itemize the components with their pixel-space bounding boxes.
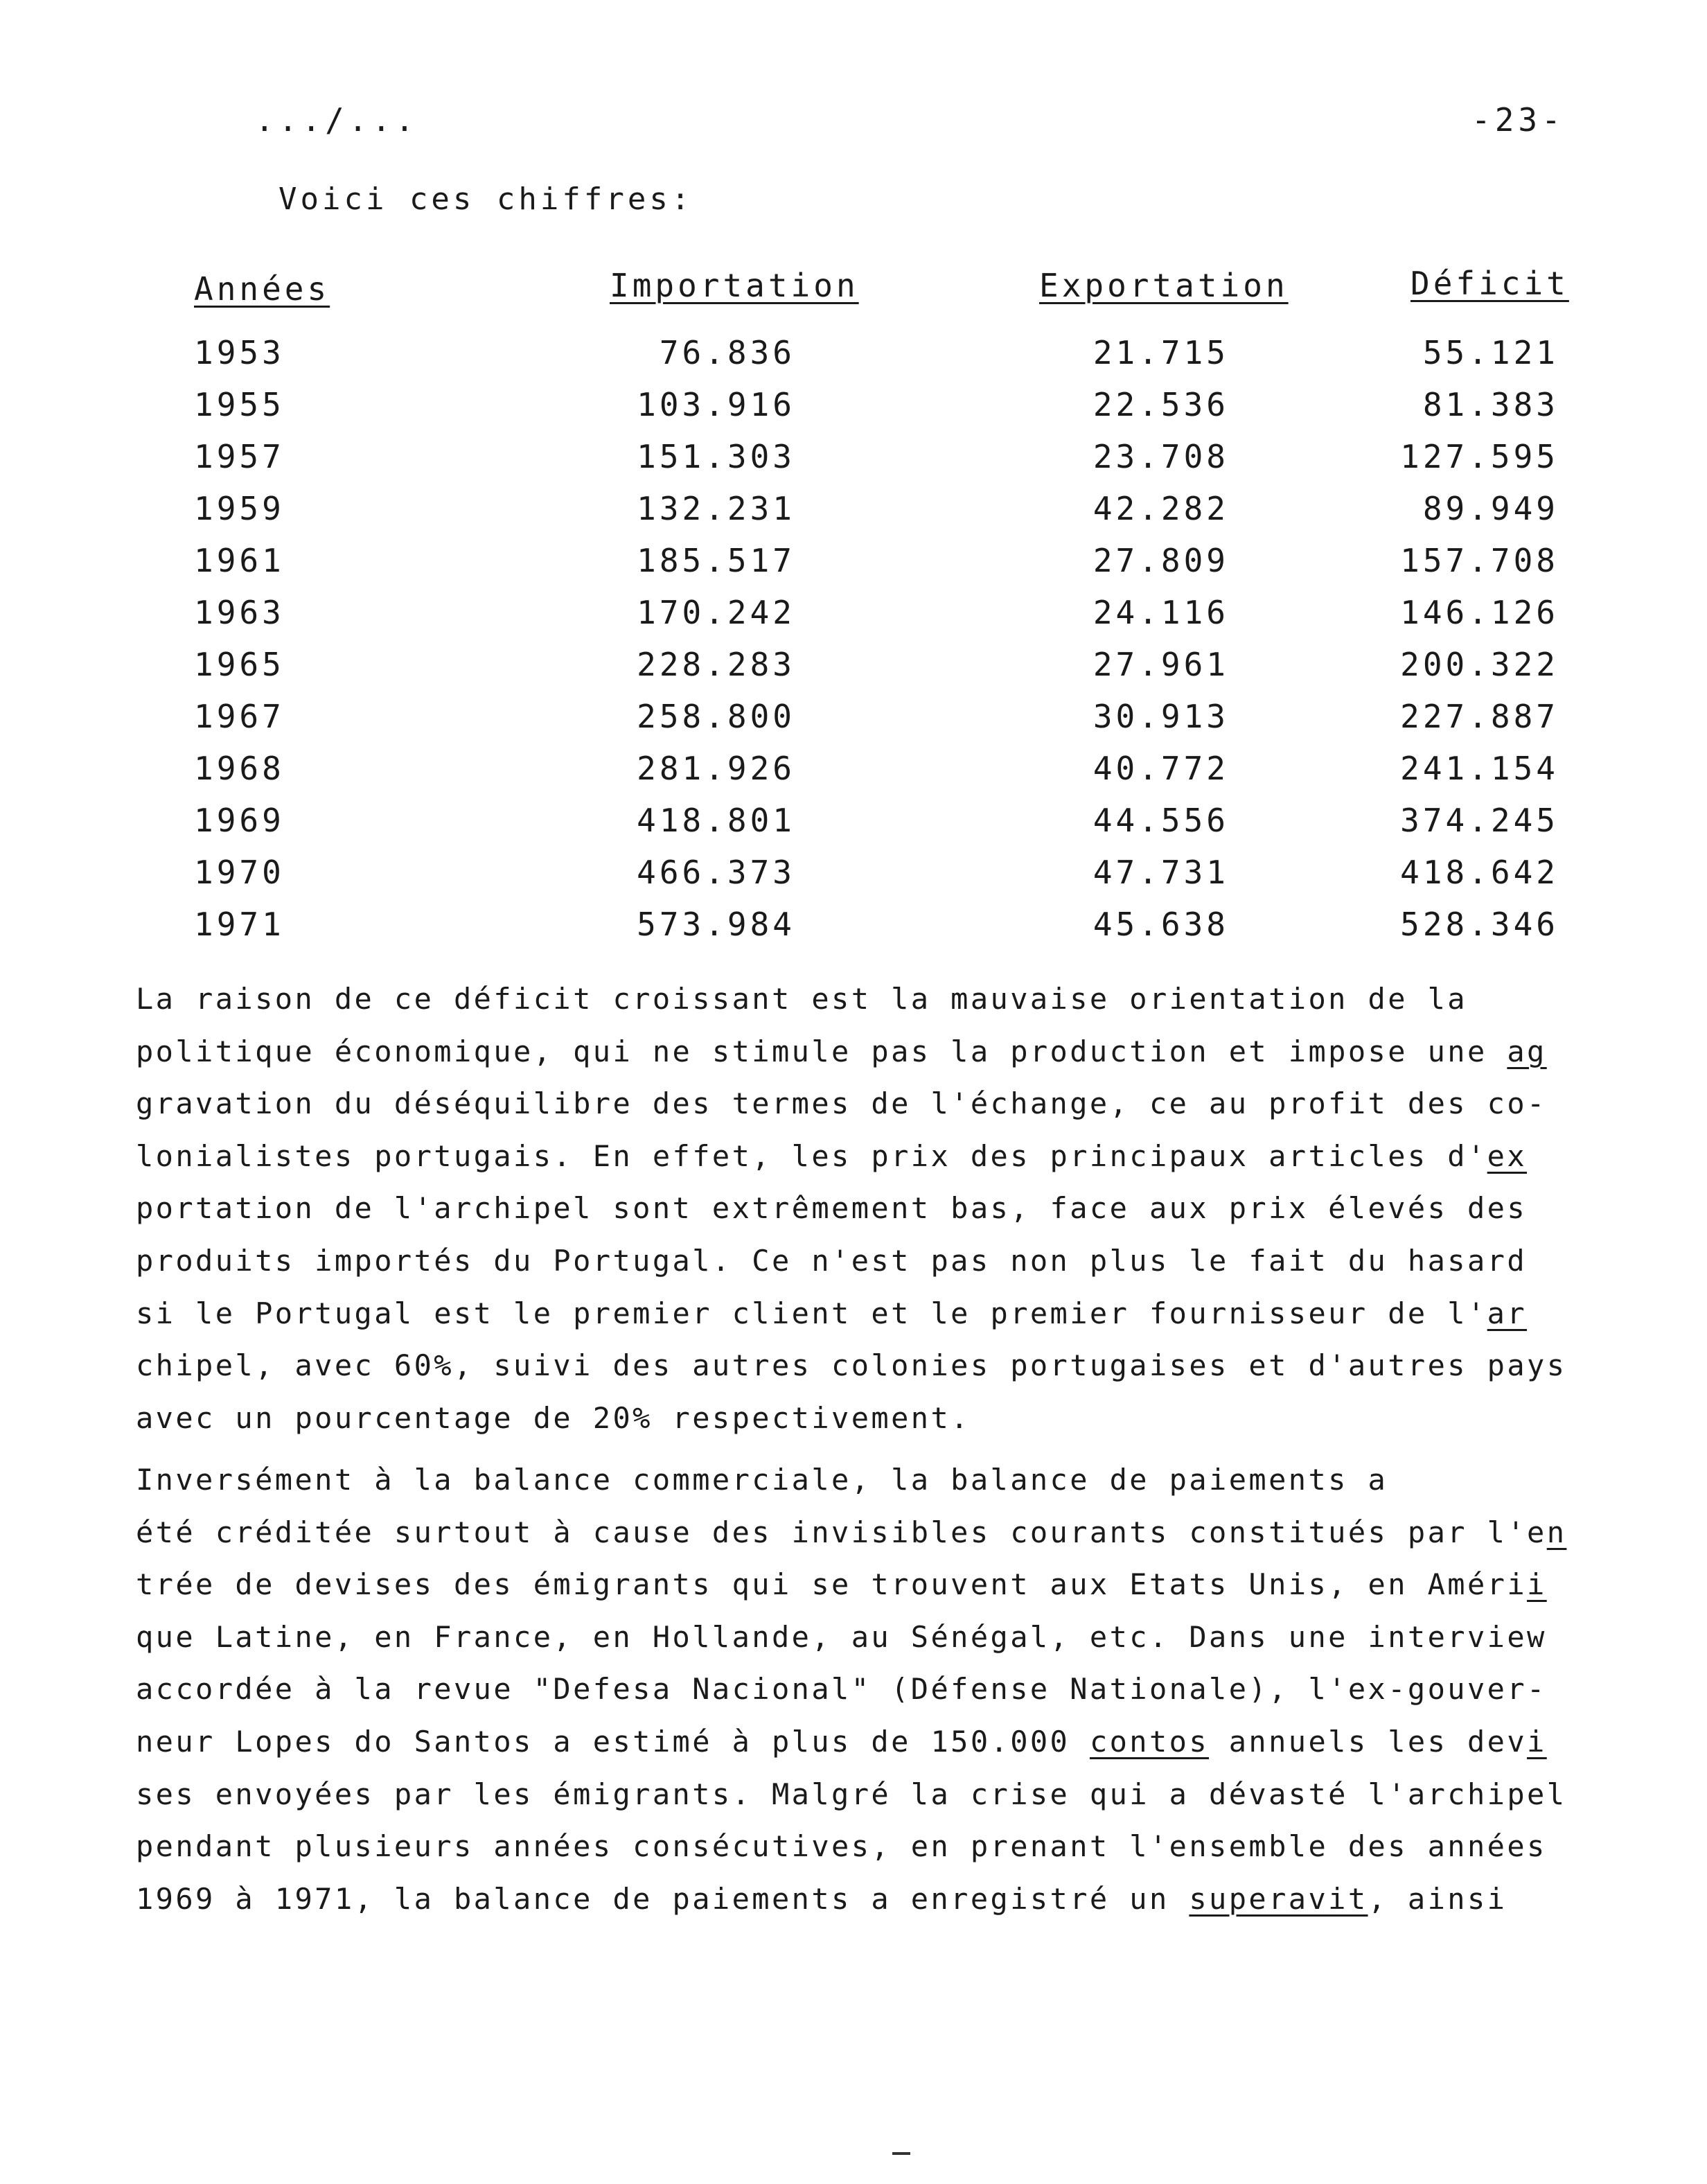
cell-export: 40.772 [1093,750,1229,787]
underlined-term-contos: contos [1089,1724,1210,1759]
cell-import: 466.373 [637,854,795,891]
cell-export: 21.715 [1093,334,1229,371]
text-line: Inversément à la balance commerciale, la balance de paiements a [136,1463,1388,1497]
text-line: été créditée surtout à cause des invisibles courants constitués par l'en [136,1515,1567,1549]
cell-import: 573.984 [637,906,795,943]
text-line: neur Lopes do Santos a estimé à plus de 150.000 contos annuels les devi [136,1724,1547,1759]
header-deficit: Déficit [1410,265,1569,302]
text-line: La raison de ce déficit croissant est la mauvaise orientation de la [136,982,1467,1016]
cell-export: 22.536 [1093,386,1229,423]
cell-deficit: 146.126 [1400,594,1559,631]
text-line: pendant plusieurs années consécutives, en prenant l'ensemble des années [136,1829,1547,1864]
underlined-hyphenation: ag [1507,1034,1547,1068]
cell-year: 1971 [194,906,285,943]
intro-text: Voici ces chiffres: [278,182,693,217]
text-line: 1969 à 1971, la balance de paiements a enregistré un superavit, ainsi [136,1881,1507,1916]
cell-import: 151.303 [637,438,795,475]
cell-deficit: 81.383 [1422,386,1559,423]
cell-deficit: 528.346 [1400,906,1559,943]
cell-deficit: 55.121 [1422,334,1559,371]
cell-export: 23.708 [1093,438,1229,475]
cell-export: 24.116 [1093,594,1229,631]
cell-export: 30.913 [1093,698,1229,735]
cell-deficit: 374.245 [1400,802,1559,839]
cell-export: 27.961 [1093,646,1229,683]
page-number: -23- [1471,101,1565,139]
cell-import: 103.916 [637,386,795,423]
paragraph-balance-of-payments [136,1454,1701,1925]
cell-import: 281.926 [637,750,795,787]
text-line: chipel, avec 60%, suivi des autres colonies portugaises et d'autres pays [136,1348,1567,1383]
text-line: produits importés du Portugal. Ce n'est pas non plus le fait du hasard [136,1243,1528,1278]
underlined-hyphenation: i [1527,1567,1547,1602]
cell-export: 42.282 [1093,490,1229,527]
cell-deficit: 418.642 [1400,854,1559,891]
header-import: Importation [610,267,859,304]
text-line: ses envoyées par les émigrants. Malgré la crise qui a dévasté l'archipel [136,1777,1567,1811]
cell-year: 1965 [194,646,285,683]
footer-mark [892,2152,910,2155]
cell-export: 27.809 [1093,542,1229,579]
cell-year: 1953 [194,334,285,371]
cell-deficit: 241.154 [1400,750,1559,787]
header-years: Années [194,270,330,308]
cell-import: 418.801 [637,802,795,839]
text-line: que Latine, en France, en Hollande, au Sénégal, etc. Dans une interview [136,1619,1547,1654]
text-line: politique économique, qui ne stimule pas la production et impose une ag [136,1034,1547,1068]
cell-deficit: 127.595 [1400,438,1559,475]
cell-import: 170.242 [637,594,795,631]
cell-export: 44.556 [1093,802,1229,839]
cell-year: 1955 [194,386,285,423]
cell-import: 76.836 [659,334,795,371]
cell-export: 45.638 [1093,906,1229,943]
cell-export: 47.731 [1093,854,1229,891]
text-line: portation de l'archipel sont extrêmement bas, face aux prix élevés des [136,1191,1528,1226]
text-line: gravation du déséquilibre des termes de l'échange, ce au profit des co- [136,1086,1547,1121]
cell-import: 228.283 [637,646,795,683]
paragraph-trade-deficit [136,973,1701,1444]
cell-year: 1959 [194,490,285,527]
underlined-hyphenation: i [1527,1724,1547,1759]
cell-year: 1968 [194,750,285,787]
cell-deficit: 157.708 [1400,542,1559,579]
cell-year: 1963 [194,594,285,631]
header-export: Exportation [1039,267,1289,304]
text-line: lonialistes portugais. En effet, les prix des principaux articles d'ex [136,1138,1528,1173]
text-line: accordée à la revue "Defesa Nacional" (Défense Nationale), l'ex-gouver- [136,1672,1547,1707]
cell-year: 1970 [194,854,285,891]
cell-year: 1967 [194,698,285,735]
text-line: avec un pourcentage de 20% respectivement. [136,1400,971,1435]
text-line: trée de devises des émigrants qui se trouvent aux Etats Unis, en Amérii [136,1567,1547,1602]
cell-import: 258.800 [637,698,795,735]
cell-deficit: 89.949 [1422,490,1559,527]
continuation-mark: .../... [255,101,418,139]
cell-deficit: 227.887 [1400,698,1559,735]
underlined-hyphenation: ar [1487,1296,1528,1330]
cell-import: 132.231 [637,490,795,527]
cell-import: 185.517 [637,542,795,579]
cell-year: 1957 [194,438,285,475]
underlined-hyphenation: ex [1487,1138,1528,1173]
underlined-hyphenation: n [1546,1515,1567,1549]
underlined-term-superavit: superavit [1189,1881,1368,1916]
cell-year: 1961 [194,542,285,579]
text-line: si le Portugal est le premier client et le premier fournisseur de l'ar [136,1296,1528,1330]
cell-year: 1969 [194,802,285,839]
cell-deficit: 200.322 [1400,646,1559,683]
